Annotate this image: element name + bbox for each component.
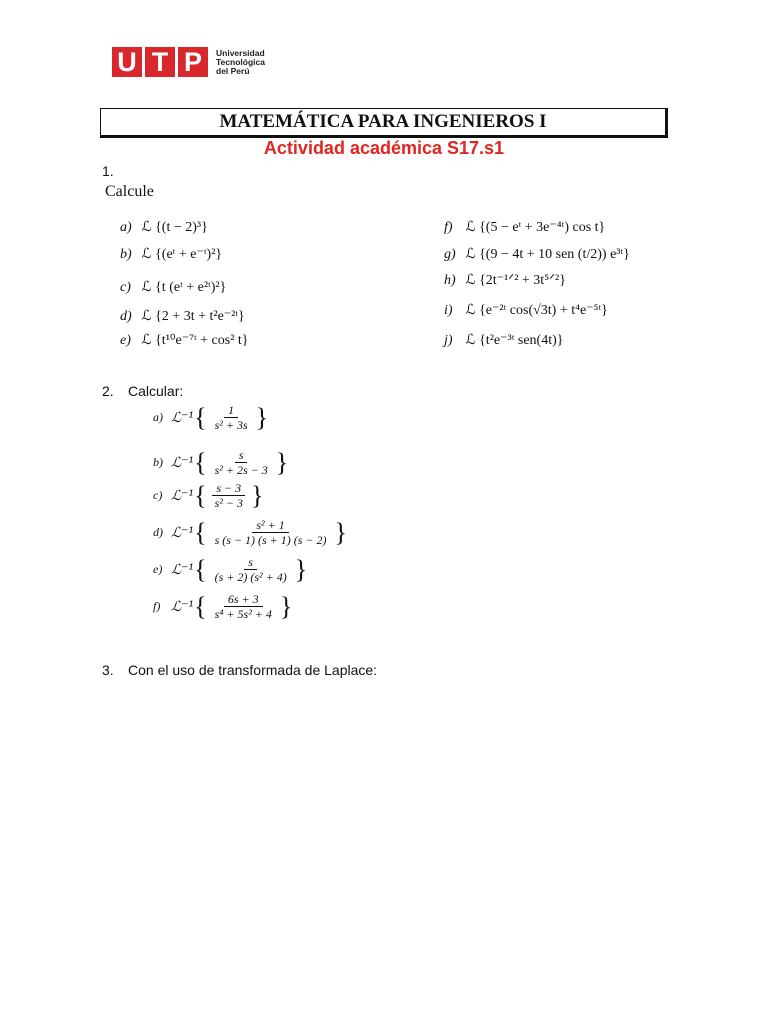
section1-heading: Calcule [105,183,154,200]
brace-right: } [250,480,264,510]
numerator: s² + 1 [252,518,288,533]
inverse-laplace-operator: ℒ⁻¹ [171,409,195,426]
exercise-label: d) [120,309,132,324]
exercise-label: c) [120,280,131,295]
inverse-laplace-operator: ℒ⁻¹ [171,454,195,471]
exercise-label: f) [153,599,161,613]
exercise-1d [120,308,245,325]
logo-letter-p: P [178,47,208,77]
brace-right: } [294,554,308,584]
numerator: 6s + 3 [224,592,263,607]
exercise-expression: ℒ {t (eᵗ + e²ᵗ)²} [141,280,227,295]
logo-letter-u: U [112,47,142,77]
exercise-label: a) [120,220,132,235]
brace-left: { [194,517,207,547]
exercise-label: i) [444,303,453,318]
exercise-expression: ℒ {(9 − 4t + 10 sen (t/2)) e³ᵗ} [465,247,630,262]
exercise-expression: ℒ {2t⁻¹ᐟ² + 3t⁵ᐟ²} [465,273,566,288]
exercise-2e [153,555,307,584]
denominator: s² + 2s − 3 [214,463,268,477]
fraction [211,448,272,477]
document-title: MATEMÁTICA PARA INGENIEROS I [100,108,668,138]
section3-number: 3. [102,662,114,678]
exercise-expression: ℒ {t²e⁻³ᵗ sen(4t)} [465,333,564,348]
exercise-label: f) [444,220,453,235]
inverse-laplace-operator: ℒ⁻¹ [171,561,195,578]
exercise-expression: ℒ {(5 − eᵗ + 3e⁻⁴ᵗ) cos t} [465,220,606,235]
numerator: s [244,555,257,570]
logo-text-line: Tecnológica [216,56,265,67]
exercise-1f [444,219,605,236]
brace-left: { [194,402,207,432]
numerator: s − 3 [212,481,245,496]
exercise-1e [120,332,249,349]
exercise-label: b) [120,247,132,262]
fraction [211,555,291,584]
inverse-laplace-operator: ℒ⁻¹ [171,598,195,615]
exercise-label: j) [444,333,453,348]
fraction [211,518,331,547]
section3-heading: Con el uso de transformada de Laplace: [128,662,378,678]
exercise-label: c) [153,488,163,502]
exercise-1b [120,246,222,263]
exercise-2f [153,592,292,621]
exercise-2b [153,448,288,477]
logo-text-line: del Perú [216,65,250,76]
exercise-label: e) [153,562,163,576]
denominator: s⁴ + 5s² + 4 [214,607,272,621]
exercise-label: a) [153,410,163,424]
numerator: 1 [224,403,238,418]
logo-letter-t: T [145,47,175,77]
exercise-label: e) [120,333,131,348]
exercise-label: g) [444,247,456,262]
exercise-2c [153,481,263,510]
exercise-1a [120,219,208,236]
exercise-2d [153,518,347,547]
section1-number: 1. [102,163,114,179]
brace-right: } [334,517,348,547]
exercise-label: h) [444,273,456,288]
fraction [211,481,247,510]
denominator: s² + 3s [214,418,248,432]
activity-subtitle: Actividad académica S17.s1 [263,138,505,158]
exercise-1c [120,279,226,296]
brace-right: } [279,591,293,621]
logo-text-line: Universidad [216,47,265,58]
exercise-1h [444,272,566,289]
exercise-1i [444,302,608,319]
exercise-2a [153,403,268,432]
exercise-expression: ℒ {(t − 2)³} [141,220,208,235]
brace-left: { [194,480,207,510]
inverse-laplace-operator: ℒ⁻¹ [171,524,195,541]
logo-university-name [216,49,265,76]
denominator: (s + 2) (s² + 4) [214,570,287,584]
utp-logo [112,47,265,77]
exercise-expression: ℒ {t¹⁰e⁻⁷ᵗ + cos² t} [141,333,249,348]
numerator: s [235,448,248,463]
fraction [211,592,276,621]
brace-right: } [255,402,269,432]
exercise-expression: ℒ {2 + 3t + t²e⁻²ᵗ} [141,309,245,324]
denominator: s² − 3 [214,496,243,510]
brace-left: { [194,591,207,621]
brace-left: { [194,447,207,477]
exercise-label: b) [153,455,163,469]
denominator: s (s − 1) (s + 1) (s − 2) [214,533,327,547]
brace-right: } [275,447,289,477]
exercise-expression: ℒ {e⁻²ᵗ cos(√3t) + t⁴e⁻⁵ᵗ} [465,303,608,318]
brace-left: { [194,554,207,584]
inverse-laplace-operator: ℒ⁻¹ [171,487,195,504]
exercise-expression: ℒ {(eᵗ + e⁻ᵗ)²} [141,247,223,262]
section2-heading: Calcular: [128,383,184,399]
exercise-1g [444,246,630,263]
fraction [211,403,252,432]
exercise-label: d) [153,525,163,539]
section2-number: 2. [102,383,114,399]
exercise-1j [444,332,563,349]
